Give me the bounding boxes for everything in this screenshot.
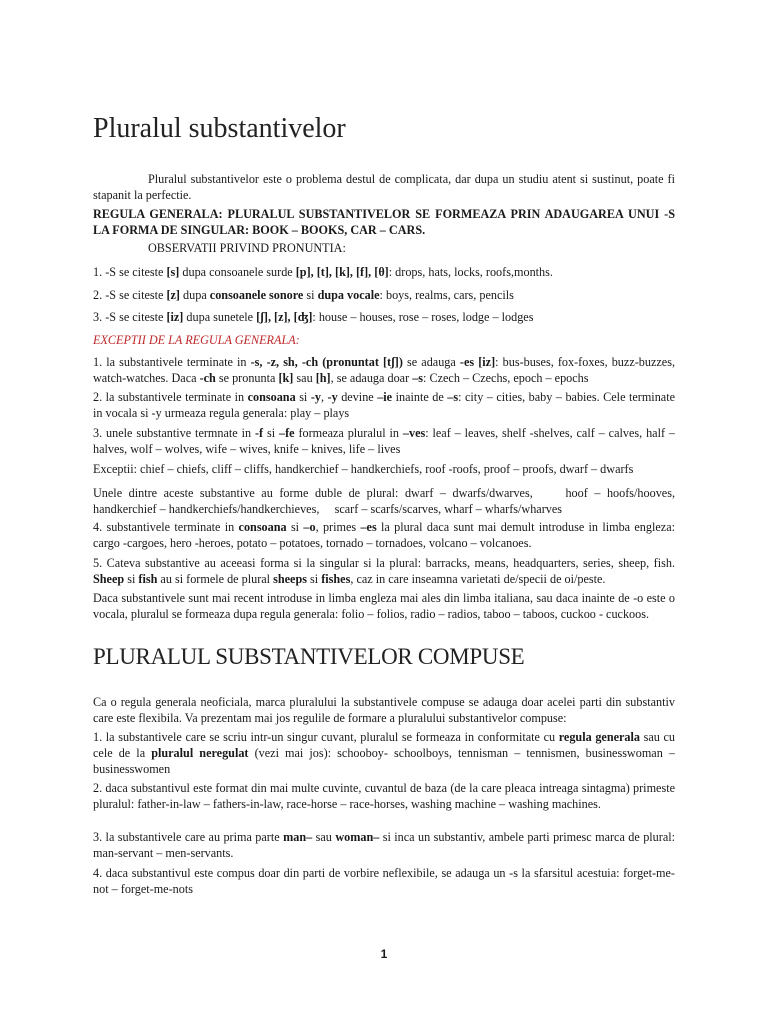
general-rule: REGULA GENERALA: PLURALUL SUBSTANTIVELOR SE FORMEAZA PRIN ADAUGAREA UNUI -S LA FORMA DE SINGULAR: BOOK – BOOKS, CAR – CARS. <box>93 207 675 237</box>
compound-rule-4: 4. daca substantivul este compus doar din parti de vorbire neflexibile, se adauga un -s la sfarsitul acestuia: forget-me-not – forget-me-nots <box>93 866 675 896</box>
double-plural-forms: Unele dintre aceste substantive au forme duble de plural: dwarf – dwarfs/dwarves, hoof – hoofs/hooves, handkerchief – handkerchiefs/handkerchieves, scarf – scarfs/scarves, wharf – wharfs/wharves <box>93 486 679 516</box>
pronunciation-heading: OBSERVATII PRIVIND PRONUNTIA: <box>148 241 346 255</box>
compound-intro: Ca o regula generala neoficiala, marca pluralului la substantivele compuse se adauga doar acelei parti din substantiv care este flexibila. Va prezentam mai jos regulile de formare a pluralului substantivelor compuse: <box>93 695 675 725</box>
exception-rule-2: 2. la substantivele terminate in consoana si -y, -y devine –ie inainte de –s: city – cities, baby – babies. Cele terminate in vocala si -y urmeaza regula generala: play – plays <box>93 390 675 420</box>
exception-rule-5: 5. Cateva substantive au aceeasi forma si la singular si la plural: barracks, means, headquarters, series, sheep, fish. Sheep si fish au si formele de plural sheeps si fishes, caz in care inseamna varietati de/specii de oi/peste. <box>93 556 675 586</box>
italian-origin-note: Daca substantivele sunt mai recent introduse in limba engleza mai ales din limba italiana, sau daca inainte de -o este o vocala, pluralul se formeaza dupa regula generala: folio – folios, radio – radios, taboo – taboos, cuckoo - cuckoos. <box>93 591 675 621</box>
pronunciation-rule-3: 3. -S se citeste [iz] dupa sunetele [ʃ], [z], [ʤ]: house – houses, rose – roses, lodge – lodges <box>93 310 534 324</box>
exception-rule-3: 3. unele substantive termnate in -f si –fe formeaza pluralul in –ves: leaf – leaves, shelf -shelves, calf – calves, half – halves, wolf – wolves, wife – wives, knife – knives, life – lives <box>93 426 676 456</box>
intro-paragraph: Pluralul substantivelor este o problema destul de complicata, dar dupa un studiu atent si sustinut, poate fi stapanit la perfectie. <box>93 172 675 202</box>
page-number: 1 <box>380 947 388 961</box>
exceptions-heading: EXCEPTII DE LA REGULA GENERALA: <box>93 333 300 347</box>
pronunciation-rule-2: 2. -S se citeste [z] dupa consoanele sonore si dupa vocale: boys, realms, cars, pencils <box>93 288 514 302</box>
compound-rule-2: 2. daca substantivul este format din mai multe cuvinte, cuvantul de baza (de la care pleaca intreaga sintagma) primeste pluralul: father-in-law – fathers-in-law, race-horse – race-horses, washing machine – washing machines. <box>93 781 675 811</box>
page-title: Pluralul substantivelor <box>93 113 346 144</box>
compound-rule-1: 1. la substantivele care se scriu intr-un singur cuvant, pluralul se formeaza in conformitate cu regula generala sau cu cele de la pluralul neregulat (vezi mai jos): schooboy- schoolboys, tennisman – tennismen, businesswoman – businesswomen <box>93 730 676 776</box>
pronunciation-rule-1: 1. -S se citeste [s] dupa consoanele surde [p], [t], [k], [f], [θ]: drops, hats, locks, roofs,months. <box>93 265 553 279</box>
compound-section-title: PLURALUL SUBSTANTIVELOR COMPUSE <box>93 644 525 669</box>
exception-rule-1: 1. la substantivele terminate in -s, -z, sh, -ch (pronuntat [tʃ]) se adauga -es [iz]: bus-buses, fox-foxes, buzz-buzzes, watch-watches. Daca -ch se pronunta [k] sau [h], se adauga doar –s: Czech – Czechs, epoch – epochs <box>93 355 675 385</box>
compound-rule-3: 3. la substantivele care au prima parte man– sau woman– si inca un substantiv, ambele parti primesc marca de plural: man-servant – men-servants. <box>93 830 676 860</box>
exception-rule-4: 4. substantivele terminate in consoana si –o, primes –es la plural daca sunt mai demult introduse in limba engleza: cargo -cargoes, hero -heroes, potato – potatoes, tornado – tornadoes, volcano – volcanoes. <box>93 520 675 550</box>
exceptions-list: Exceptii: chief – chiefs, cliff – cliffs, handkerchief – handkerchiefs, roof -roofs, proof – proofs, dwarf – dwarfs <box>93 462 634 476</box>
